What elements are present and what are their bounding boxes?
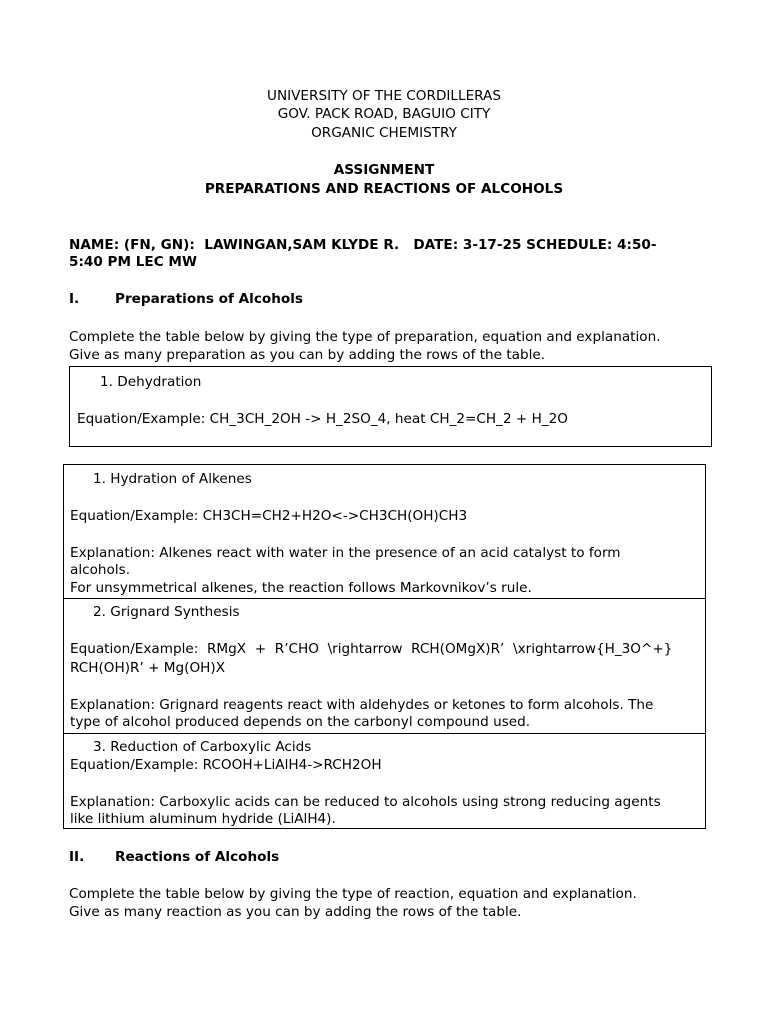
section2-instruction-line1: Complete the table below by giving the type of reaction, equation and explanation. [69,886,637,902]
section1-instruction-line2: Give as many preparation as you can by adding the rows of the table. [69,347,546,363]
table-row [64,734,705,828]
row-equation-line1: Equation/Example: RMgX + R’CHO \rightarrow RCH(OMgX)R’ \xrightarrow{H_3O^+} [70,641,673,657]
row-equation: Equation/Example: CH3CH=CH2+H2O<->CH3CH(OH)CH3 [70,508,468,524]
row-equation-line2: RCH(OH)R’ + Mg(OH)X [70,660,226,676]
section1-numeral: I. [69,291,80,307]
row-explanation-line2: alcohols. [70,562,131,578]
row-equation: Equation/Example: RCOOH+LiAlH4->RCH2OH [70,757,382,773]
university-name: UNIVERSITY OF THE CORDILLERAS [267,88,501,104]
dehydration-equation: Equation/Example: CH_3CH_2OH -> H_2SO_4, heat CH_2=CH_2 + H_2O [77,411,568,427]
row-explanation-line2: like lithium aluminum hydride (LiAlH4). [70,811,336,827]
student-info-line2: 5:40 PM LEC MW [69,254,197,270]
section1-instruction-line1: Complete the table below by giving the type of preparation, equation and explanation. [69,329,661,345]
section2-title: Reactions of Alcohols [115,849,280,865]
row-explanation-line1: Explanation: Grignard reagents react with aldehydes or ketones to form alcohols. The [70,697,654,713]
row-explanation-line1: Explanation: Alkenes react with water in the presence of an acid catalyst to form [70,545,621,561]
university-address: GOV. PACK ROAD, BAGUIO CITY [277,106,491,122]
table-row [64,599,705,734]
table-row [64,465,705,599]
preparations-table [63,464,706,829]
section2-instruction-line2: Give as many reaction as you can by adding the rows of the table. [69,904,522,920]
section2-numeral: II. [69,849,85,865]
row-title: 3. Reduction of Carboxylic Acids [93,739,312,755]
dehydration-title: 1. Dehydration [100,374,202,390]
dehydration-table [69,366,712,447]
student-info-line1: NAME: (FN, GN): LAWINGAN,SAM KLYDE R. DATE: 3-17-25 SCHEDULE: 4:50- [69,237,657,253]
row-explanation-line1: Explanation: Carboxylic acids can be reduced to alcohols using strong reducing agents [70,794,661,810]
row-title: 1. Hydration of Alkenes [93,471,252,487]
row-explanation-line3: For unsymmetrical alkenes, the reaction follows Markovnikov’s rule. [70,580,532,596]
row-title: 2. Grignard Synthesis [93,604,240,620]
document-type: ASSIGNMENT [333,162,435,178]
row-explanation-line2: type of alcohol produced depends on the carbonyl compound used. [70,714,531,730]
course-name: ORGANIC CHEMISTRY [311,125,457,141]
document-topic: PREPARATIONS AND REACTIONS OF ALCOHOLS [204,181,564,197]
section1-title: Preparations of Alcohols [115,291,303,307]
